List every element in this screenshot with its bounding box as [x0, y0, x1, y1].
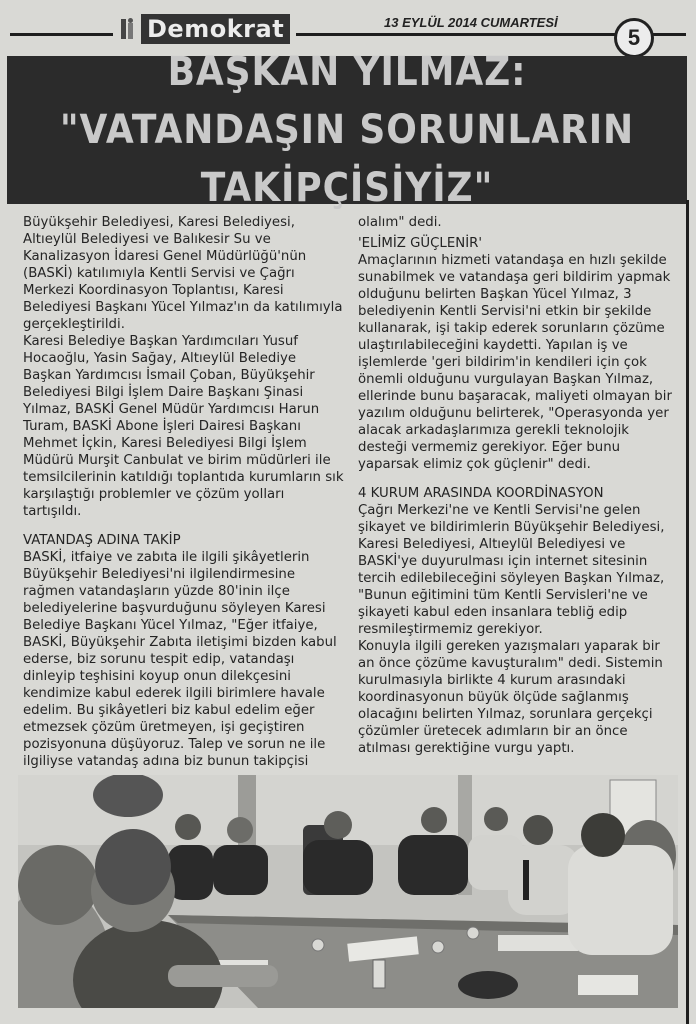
issue-date: 13 EYLÜL 2014 CUMARTESİ	[376, 13, 566, 33]
article-subheading: 4 KURUM ARASINDA KOORDİNASYON	[358, 486, 604, 501]
article-paragraph: BASKİ, itfaiye ve zabıta ile ilgili şikâyetlerin Büyükşehir Belediyesi'ni ilgilendirmesine rağmen vatandaşların yüzde 80'inin ilçe belediyelerine başvurduğunu söyleyen Karesi Belediye Başkanı Yücel Yılmaz, "Eğer itfaiye, BASKİ, Büyükşehir Zabıta iletişimi bizden kabul ederse, biz sorunu tespit edip, vatandaşı dinleyip teşhisini koyup onun dilekçesini kendimize kabul ederek ilgili birimlere havale edelim. Bu şikâyetleri biz kabul edelim eğer etmezsek çözüm üretmeyen, işi geçiştiren pozisyonuna düşüyoruz. Talep ve sorun ne ile ilgiliyse vatandaş adına biz bunun takipçisi	[23, 550, 337, 769]
article-paragraph: olalım" dedi.	[358, 215, 442, 230]
article-paragraph: Karesi Belediye Başkan Yardımcıları Yusuf Hocaoğlu, Yasin Sağay, Altıeylül Belediye Başkan Yardımcısı İsmail Çoban, Büyükşehir Belediyesi Bilgi İşlem Daire Başkanı Şinasi Yılmaz, BASKİ Genel Müdür Yardımcısı Harun Turam, BASKİ Abone İşleri Dairesi Başkanı Mehmet İçkin, Karesi Belediyesi Bilgi İşlem Müdürü Murşit Canbulat ve birim müdürleri ile temsilcilerinin katıldığı toplantıda kurumların sık karşılaştığı problemler ve çözüm yolları tartışıldı.	[23, 334, 344, 519]
article-left-column	[23, 214, 345, 770]
article-paragraph: Büyükşehir Belediyesi, Karesi Belediyesi, Altıeylül Belediyesi ve Balıkesir Su ve Kanalizasyon İdaresi Genel Müdürlüğü'nün (BASKİ) katılımıyla Kentli Servisi ve Çağrı Merkezi Koordinasyon Toplantısı, Karesi Belediyesi Başkanı Yücel Yılmaz'ın da katılımıyla gerçekleştirildi.	[23, 215, 343, 332]
masthead-rule	[10, 33, 686, 36]
headline-text: BAŞKAN YILMAZ: "VATANDAŞIN SORUNLARIN TAKİPÇİSİYİZ"	[59, 49, 635, 211]
masthead-logo-area	[113, 12, 296, 46]
page-edge-rule	[686, 200, 689, 1024]
article-paragraph: Çağrı Merkezi'ne ve Kentli Servisi'ne gelen şikayet ve bildirimlerin Büyükşehir Belediyesi, Karesi Belediyesi, Altıeylül Belediyesi ve BASKİ'ye duyurulması için internet sitesinin tercih edilebileceğini söyleyen Başkan Yılmaz, "Bunun eğitimini tüm Kentli Servisleri'ne ve şikayeti kabul eden insanlara tebliğ edip resmileştirmemiz gerekiyor.	[358, 503, 665, 637]
newspaper-logo: Demokrat	[141, 14, 290, 44]
meeting-photo	[18, 775, 678, 1008]
article-subheading: VATANDAŞ ADINA TAKİP	[23, 533, 181, 548]
article-right-column	[358, 214, 678, 757]
page-number-badge: 5	[614, 18, 654, 58]
article-subheading: 'ELİMİZ GÜÇLENİR'	[358, 236, 483, 251]
emblem-icon	[119, 17, 137, 41]
article-paragraph: Konuyla ilgili gereken yazışmaları yaparak bir an önce çözüme kavuşturalım" dedi. Sistemin kurulmasıyla birlikte 4 kurum arasındaki koordinasyonun büyük ölçüde sağlanmış olacağını belirten Yılmaz, sorunlara gerçekçi çözümler üretecek adımların bir an önce atılması gerektiğine vurgu yaptı.	[358, 639, 663, 756]
headline-banner	[7, 49, 687, 211]
article-paragraph: Amaçlarının hizmeti vatandaşa en hızlı şekilde sunabilmek ve vatandaşa geri bildirim yapmak olduğunu belirten Başkan Yücel Yılmaz, 3 belediyenin Kentli Servisi'ni etkin bir şekilde kullanarak, işi takip ederek sorunların çözüme ulaştırılabileceğini kaydetti. Yapılan iş ve işlemlerde 'geri bildirim'in kendileri için çok önemli olduğunu vurgulayan Başkan Yılmaz, ellerinde bunu başaracak, maliyeti olmayan bir yazılım olduğunu belirterek, "Operasyonda yer alacak arkadaşlarımıza gerekli teknolojik desteği vermemiz gerekiyor. Eğer bunu yaparsak elimiz çok güçlenir" dedi.	[358, 253, 672, 472]
meeting-photo-illustration	[18, 775, 678, 1008]
